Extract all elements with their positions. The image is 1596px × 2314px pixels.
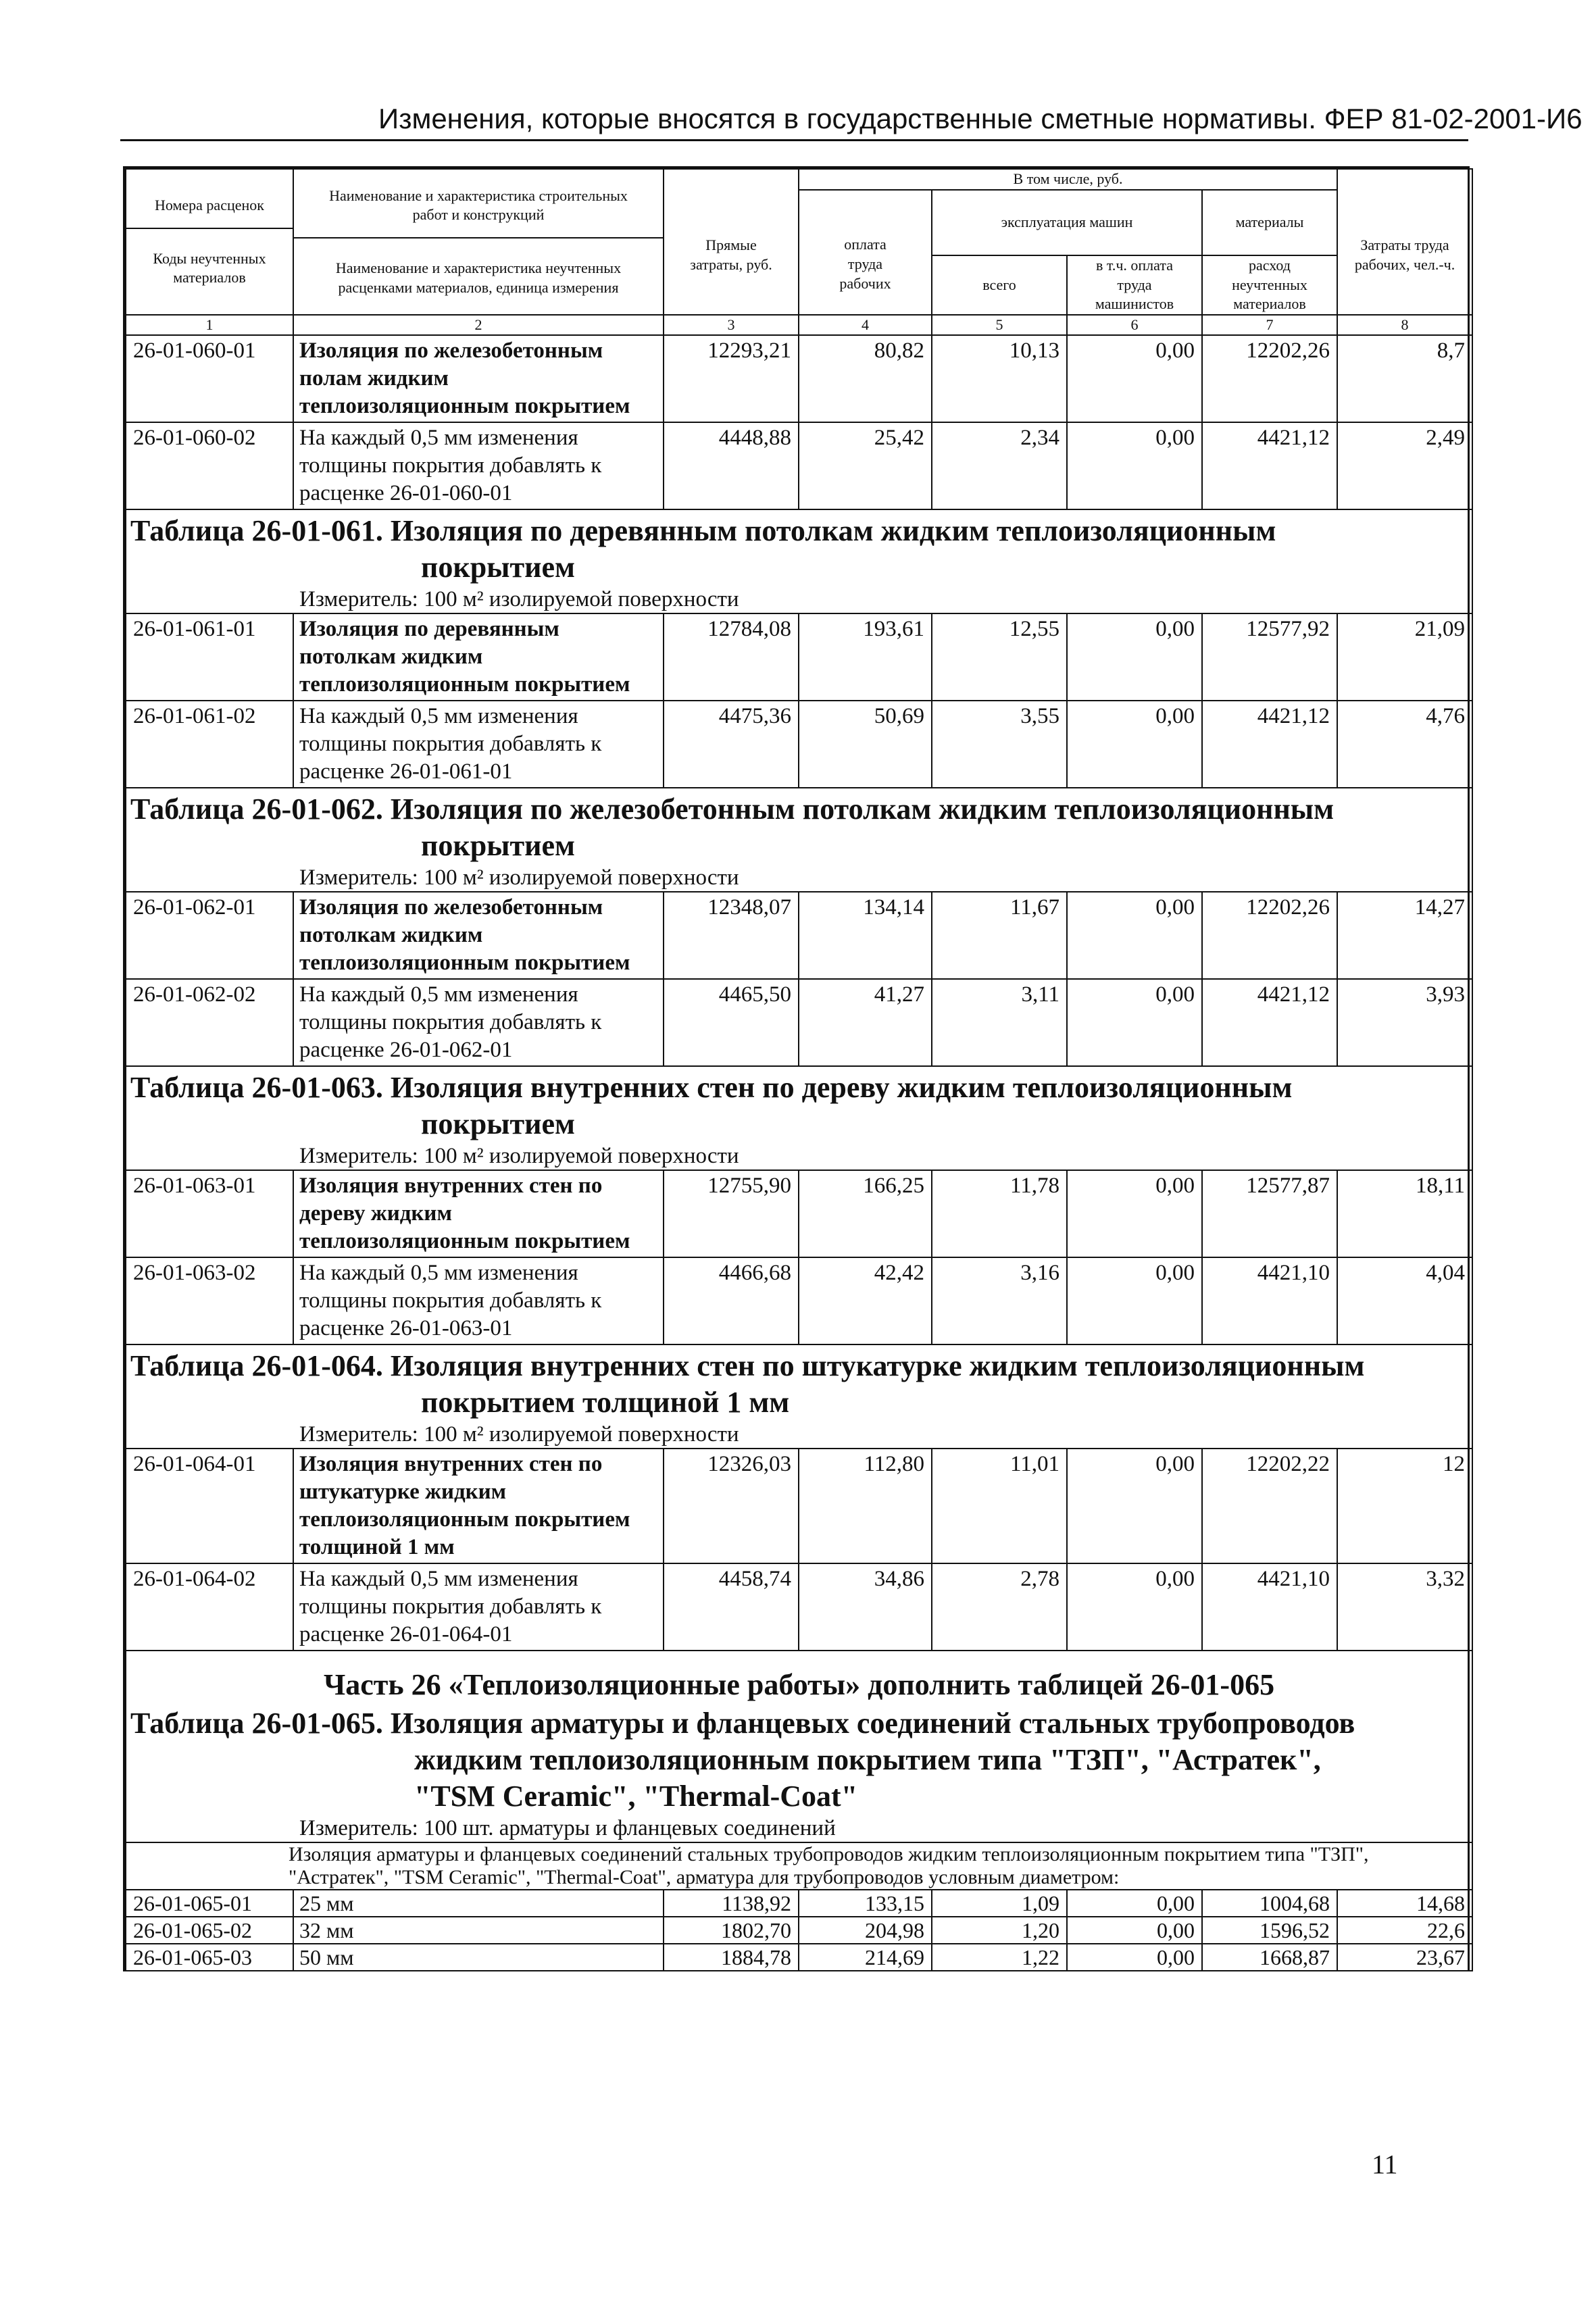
col-header-codes-bottom: Коды неучтенных материалов <box>153 249 266 286</box>
rate-machines: 1,09 <box>932 1890 1067 1917</box>
rate-machinists: 0,00 <box>1067 422 1202 509</box>
rate-machines: 1,20 <box>932 1917 1067 1944</box>
table-title-line: покрытием <box>421 829 575 862</box>
rate-hours: 14,27 <box>1337 892 1472 979</box>
rate-machines: 1,22 <box>932 1944 1067 1971</box>
col-header-materials: материалы <box>1202 190 1337 256</box>
rates-sheet <box>123 166 1470 1971</box>
table-heading-cell <box>126 1344 1472 1449</box>
table-heading <box>126 1066 1472 1170</box>
table-title <box>130 513 1468 586</box>
rate-name: На каждый 0,5 мм изменения толщины покрытия добавлять к расценке 26-01-061-01 <box>293 701 664 788</box>
rate-labor: 166,25 <box>799 1170 932 1257</box>
rate-hours: 14,68 <box>1337 1890 1472 1917</box>
rate-direct: 4466,68 <box>664 1257 799 1344</box>
rate-direct: 4475,36 <box>664 701 799 788</box>
rate-direct: 4458,74 <box>664 1563 799 1651</box>
rate-labor: 34,86 <box>799 1563 932 1651</box>
table-title-line: Таблица 26-01-061. Изоляция по деревянным потолкам жидким теплоизоляционным <box>130 514 1276 547</box>
table-heading-cell <box>126 509 1472 613</box>
rate-direct: 1884,78 <box>664 1944 799 1971</box>
rate-row <box>126 422 1472 509</box>
col-header-labor: оплата труда рабочих <box>799 190 932 315</box>
table-title <box>130 1070 1468 1142</box>
table-title-line: Таблица 26-01-063. Изоляция внутренних стен по дереву жидким теплоизоляционным <box>130 1071 1293 1104</box>
rate-machines: 11,78 <box>932 1170 1067 1257</box>
rate-machines: 3,16 <box>932 1257 1067 1344</box>
rate-code: 26-01-062-01 <box>126 892 293 979</box>
rate-machinists: 0,00 <box>1067 1944 1202 1971</box>
rate-machines: 2,78 <box>932 1563 1067 1651</box>
table-title <box>130 1348 1468 1421</box>
running-header: Изменения, которые вносятся в государственные сметные нормативы. ФЕР 81-02-2001-И6 <box>378 103 1582 134</box>
rate-direct: 4465,50 <box>664 979 799 1066</box>
rate-direct: 4448,88 <box>664 422 799 509</box>
rate-code: 26-01-061-01 <box>126 613 293 701</box>
rate-machines: 10,13 <box>932 335 1067 422</box>
rate-code: 26-01-063-02 <box>126 1257 293 1344</box>
col-header-codes-top: Номера расценок <box>126 196 293 229</box>
rate-code: 26-01-065-01 <box>126 1890 293 1917</box>
rate-direct: 1138,92 <box>664 1890 799 1917</box>
col-header-machines-total: всего <box>932 255 1067 315</box>
rate-machinists: 0,00 <box>1067 1449 1202 1563</box>
rate-labor: 50,69 <box>799 701 932 788</box>
rate-direct: 12293,21 <box>664 335 799 422</box>
col-header-names <box>293 169 664 315</box>
rate-materials: 4421,10 <box>1202 1257 1337 1344</box>
rate-name: На каждый 0,5 мм изменения толщины покрытия добавлять к расценке 26-01-064-01 <box>293 1563 664 1651</box>
rate-materials: 12202,26 <box>1202 892 1337 979</box>
rate-materials: 4421,12 <box>1202 979 1337 1066</box>
col-header-codes <box>126 169 293 315</box>
rate-direct: 1802,70 <box>664 1917 799 1944</box>
table-heading-cell <box>126 1651 1472 1842</box>
rate-row <box>126 1944 1472 1971</box>
rate-materials: 12202,26 <box>1202 335 1337 422</box>
rate-machines: 3,11 <box>932 979 1067 1066</box>
table-title-line: Таблица 26-01-065. Изоляция арматуры и фланцевых соединений стальных трубопроводов <box>130 1707 1355 1740</box>
rate-row <box>126 1257 1472 1344</box>
table-title-line: Таблица 26-01-064. Изоляция внутренних стен по штукатурке жидким теплоизоляционным <box>130 1349 1365 1382</box>
rate-name: Изоляция внутренних стен по штукатурке жидким теплоизоляционным покрытием толщиной 1 мм <box>293 1449 664 1563</box>
rate-machinists: 0,00 <box>1067 1170 1202 1257</box>
table-heading-cell <box>126 788 1472 892</box>
rate-code: 26-01-064-01 <box>126 1449 293 1563</box>
column-number: 2 <box>293 315 664 335</box>
rate-direct: 12755,90 <box>664 1170 799 1257</box>
col-header-direct: Прямые затраты, руб. <box>664 169 799 315</box>
table-heading <box>126 1651 1472 1842</box>
rate-hours: 18,11 <box>1337 1170 1472 1257</box>
rate-materials: 4421,12 <box>1202 422 1337 509</box>
rate-hours: 2,49 <box>1337 422 1472 509</box>
col-header-names-top: Наименование и характеристика строительных работ и конструкций <box>294 186 663 238</box>
rate-row <box>126 613 1472 701</box>
rate-name: На каждый 0,5 мм изменения толщины покрытия добавлять к расценке 26-01-062-01 <box>293 979 664 1066</box>
rate-hours: 3,32 <box>1337 1563 1472 1651</box>
rate-hours: 4,04 <box>1337 1257 1472 1344</box>
rate-machines: 11,01 <box>932 1449 1067 1563</box>
table-title-line: покрытием толщиной 1 мм <box>421 1386 790 1419</box>
table-unit: Измеритель: 100 шт. арматуры и фланцевых соединений <box>299 1816 836 1840</box>
column-number: 6 <box>1067 315 1202 335</box>
col-header-names-bottom: Наименование и характеристика неучтенных расценками материалов, единица измерения <box>335 259 622 296</box>
column-number-row <box>126 315 1472 335</box>
col-header-hours: Затраты труда рабочих, чел.-ч. <box>1337 169 1472 315</box>
table-heading <box>126 1344 1472 1449</box>
rate-name: 32 мм <box>293 1917 664 1944</box>
table-title-line: "TSM Ceramic", "Thermal-Coat" <box>414 1780 858 1813</box>
rate-name: Изоляция по железобетонным полам жидким теплоизоляционным покрытием <box>293 335 664 422</box>
column-number: 3 <box>664 315 799 335</box>
rate-labor: 112,80 <box>799 1449 932 1563</box>
rate-machinists: 0,00 <box>1067 1563 1202 1651</box>
rate-machines: 11,67 <box>932 892 1067 979</box>
rate-direct: 12348,07 <box>664 892 799 979</box>
rate-labor: 41,27 <box>799 979 932 1066</box>
rate-code: 26-01-062-02 <box>126 979 293 1066</box>
table-title-line: Таблица 26-01-062. Изоляция по железобетонным потолкам жидким теплоизоляционным <box>130 793 1335 826</box>
rate-labor: 133,15 <box>799 1890 932 1917</box>
rate-code: 26-01-060-01 <box>126 335 293 422</box>
table-unit: Измеритель: 100 м² изолируемой поверхности <box>299 587 739 611</box>
rate-row <box>126 1170 1472 1257</box>
column-number: 8 <box>1337 315 1472 335</box>
rate-row <box>126 1563 1472 1651</box>
rate-machinists: 0,00 <box>1067 1257 1202 1344</box>
rate-materials: 4421,10 <box>1202 1563 1337 1651</box>
rate-name: Изоляция по железобетонным потолкам жидким теплоизоляционным покрытием <box>293 892 664 979</box>
rate-code: 26-01-065-02 <box>126 1917 293 1944</box>
table-heading-cell <box>126 1066 1472 1170</box>
rate-materials: 1596,52 <box>1202 1917 1337 1944</box>
column-number: 1 <box>126 315 293 335</box>
rate-materials: 12577,87 <box>1202 1170 1337 1257</box>
column-number: 7 <box>1202 315 1337 335</box>
table-unit: Измеритель: 100 м² изолируемой поверхности <box>299 1144 739 1168</box>
rate-row <box>126 979 1472 1066</box>
rate-hours: 23,67 <box>1337 1944 1472 1971</box>
rate-row <box>126 1890 1472 1917</box>
rate-hours: 21,09 <box>1337 613 1472 701</box>
col-header-unaccounted-materials: расход неучтенных материалов <box>1202 255 1337 315</box>
rates-table <box>125 168 1473 1971</box>
rate-labor: 193,61 <box>799 613 932 701</box>
rate-code: 26-01-061-02 <box>126 701 293 788</box>
rate-hours: 12 <box>1337 1449 1472 1563</box>
table-title-line: жидким теплоизоляционным покрытием типа "ТЗП", "Астратек", <box>414 1743 1321 1776</box>
rate-name: 50 мм <box>293 1944 664 1971</box>
table-unit: Измеритель: 100 м² изолируемой поверхности <box>299 1422 739 1447</box>
rate-name: Изоляция внутренних стен по дереву жидким теплоизоляционным покрытием <box>293 1170 664 1257</box>
column-number: 4 <box>799 315 932 335</box>
rate-name: На каждый 0,5 мм изменения толщины покрытия добавлять к расценке 26-01-060-01 <box>293 422 664 509</box>
rate-hours: 3,93 <box>1337 979 1472 1066</box>
rate-materials: 1004,68 <box>1202 1890 1337 1917</box>
column-number: 5 <box>932 315 1067 335</box>
rate-machinists: 0,00 <box>1067 892 1202 979</box>
rate-labor: 80,82 <box>799 335 932 422</box>
table-title <box>130 1705 1468 1815</box>
rate-name: Изоляция по деревянным потолкам жидким теплоизоляционным покрытием <box>293 613 664 701</box>
column-header-row <box>126 169 1472 190</box>
rate-code: 26-01-060-02 <box>126 422 293 509</box>
intro-text: Изоляция арматуры и фланцевых соединений стальных трубопроводов жидким теплоизоляционным покрытием типа "ТЗП", "Астратек", "TSM Ceramic", "Thermal-Coat", арматура для трубопроводов условным диаметром: <box>126 1842 1472 1890</box>
rate-materials: 1668,87 <box>1202 1944 1337 1971</box>
rate-materials: 4421,12 <box>1202 701 1337 788</box>
rate-row <box>126 335 1472 422</box>
rate-machines: 2,34 <box>932 422 1067 509</box>
rate-materials: 12577,92 <box>1202 613 1337 701</box>
part-heading: Часть 26 «Теплоизоляционные работы» дополнить таблицей 26-01-065 <box>323 1668 1275 1701</box>
rate-row <box>126 892 1472 979</box>
table-heading <box>126 509 1472 613</box>
rate-row <box>126 1449 1472 1563</box>
rate-code: 26-01-065-03 <box>126 1944 293 1971</box>
rate-machines: 12,55 <box>932 613 1067 701</box>
rate-row <box>126 701 1472 788</box>
rate-labor: 204,98 <box>799 1917 932 1944</box>
rate-machinists: 0,00 <box>1067 979 1202 1066</box>
rate-machinists: 0,00 <box>1067 1890 1202 1917</box>
rate-hours: 8,7 <box>1337 335 1472 422</box>
rate-machinists: 0,00 <box>1067 1917 1202 1944</box>
intro-row <box>126 1842 1472 1890</box>
rate-hours: 4,76 <box>1337 701 1472 788</box>
page-number: 11 <box>1372 2149 1398 2180</box>
table-heading <box>126 788 1472 892</box>
col-header-machinists: в т.ч. оплата труда машинистов <box>1067 255 1202 315</box>
rate-machinists: 0,00 <box>1067 335 1202 422</box>
rate-labor: 134,14 <box>799 892 932 979</box>
col-header-machines: эксплуатация машин <box>932 190 1202 256</box>
rate-hours: 22,6 <box>1337 1917 1472 1944</box>
rate-machinists: 0,00 <box>1067 613 1202 701</box>
rate-machinists: 0,00 <box>1067 701 1202 788</box>
rate-name: 25 мм <box>293 1890 664 1917</box>
table-title-line: покрытием <box>421 1107 575 1140</box>
rate-labor: 25,42 <box>799 422 932 509</box>
header-rule <box>120 139 1468 141</box>
table-unit: Измеритель: 100 м² изолируемой поверхности <box>299 865 739 890</box>
rate-direct: 12326,03 <box>664 1449 799 1563</box>
rate-code: 26-01-063-01 <box>126 1170 293 1257</box>
rate-direct: 12784,08 <box>664 613 799 701</box>
rate-name: На каждый 0,5 мм изменения толщины покрытия добавлять к расценке 26-01-063-01 <box>293 1257 664 1344</box>
rate-labor: 42,42 <box>799 1257 932 1344</box>
table-title <box>130 791 1468 864</box>
rate-code: 26-01-064-02 <box>126 1563 293 1651</box>
col-header-group: В том числе, руб. <box>799 169 1337 190</box>
rate-materials: 12202,22 <box>1202 1449 1337 1563</box>
rate-machines: 3,55 <box>932 701 1067 788</box>
rate-row <box>126 1917 1472 1944</box>
rates-table-body <box>126 169 1472 1971</box>
rate-labor: 214,69 <box>799 1944 932 1971</box>
table-title-line: покрытием <box>421 551 575 584</box>
